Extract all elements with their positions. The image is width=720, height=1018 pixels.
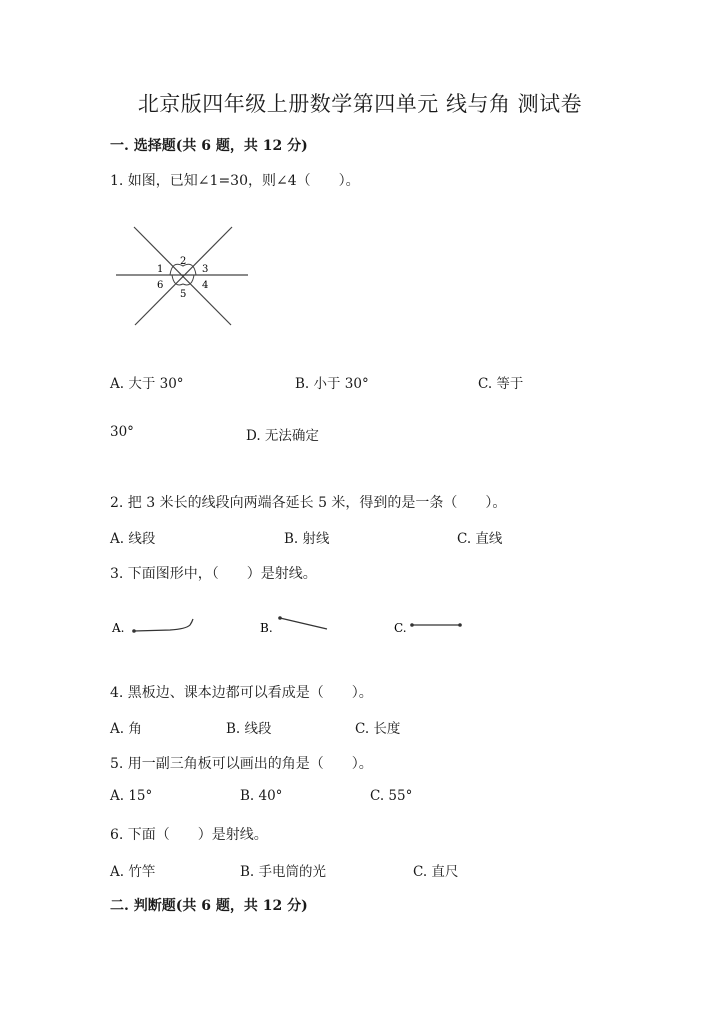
q6-option-c: C. 直尺 xyxy=(413,864,459,880)
figure-c-label: C. xyxy=(394,621,407,635)
q1-option-b: B. 小于 30° xyxy=(295,376,369,392)
question-3-text: 3. 下面图形中，（ ）是射线。 xyxy=(110,566,317,582)
figure-b-endpoint xyxy=(278,616,282,620)
question-4-text: 4. 黑板边、课本边都可以看成是（ ）。 xyxy=(110,685,373,701)
q1-option-d: D. 无法确定 xyxy=(246,428,319,444)
angle-figure xyxy=(110,222,260,332)
angle-label-2: 2 xyxy=(180,256,187,267)
figure-c-endpoint-right xyxy=(458,623,462,627)
section-heading-choice: 一. 选择题(共 6 题，共 12 分) xyxy=(110,138,308,154)
question-6-text: 6. 下面（ ）是射线。 xyxy=(110,827,268,843)
q4-option-c: C. 长度 xyxy=(355,721,401,737)
angle-label-3: 3 xyxy=(202,264,209,275)
q6-option-b: B. 手电筒的光 xyxy=(240,864,327,880)
figure-b-label: B. xyxy=(260,621,273,635)
figure-a-endpoint xyxy=(132,629,136,633)
q2-option-b: B. 射线 xyxy=(284,531,330,547)
diagonal-line-1 xyxy=(134,227,231,325)
q2-option-a: A. 线段 xyxy=(110,531,156,547)
q6-option-a: A. 竹竿 xyxy=(110,864,156,880)
q5-option-c: C. 55° xyxy=(370,788,413,804)
figure-a-curve xyxy=(134,619,193,631)
question-1-text: 1. 如图，已知∠1=30，则∠4（ ）。 xyxy=(110,173,360,189)
figure-c-endpoint-left xyxy=(410,623,414,627)
angle-label-1: 1 xyxy=(157,264,164,275)
q2-option-c: C. 直线 xyxy=(457,531,503,547)
question-5-text: 5. 用一副三角板可以画出的角是（ ）。 xyxy=(110,756,373,772)
section-heading-judgment: 二. 判断题(共 6 题，共 12 分) xyxy=(110,898,308,914)
q4-option-b: B. 线段 xyxy=(226,721,272,737)
question-2-text: 2. 把 3 米长的线段向两端各延长 5 米，得到的是一条（ ）。 xyxy=(110,495,507,511)
page-title: 北京版四年级上册数学第四单元 线与角 测试卷 xyxy=(137,92,583,116)
q4-option-a: A. 角 xyxy=(110,721,142,737)
angle-label-6: 6 xyxy=(157,280,164,291)
q1-option-a: A. 大于 30° xyxy=(110,376,184,392)
angle-label-4: 4 xyxy=(202,280,209,291)
q5-option-a: A. 15° xyxy=(110,788,153,804)
q1-option-c-continued: 30° xyxy=(110,424,134,440)
q5-option-b: B. 40° xyxy=(240,788,283,804)
diagonal-line-2 xyxy=(135,227,232,325)
q1-option-c: C. 等于 xyxy=(478,376,524,392)
angle-label-5: 5 xyxy=(180,289,187,300)
figure-a-label: A. xyxy=(112,621,125,635)
figure-b-line xyxy=(280,618,327,629)
ray-figures xyxy=(108,608,478,648)
